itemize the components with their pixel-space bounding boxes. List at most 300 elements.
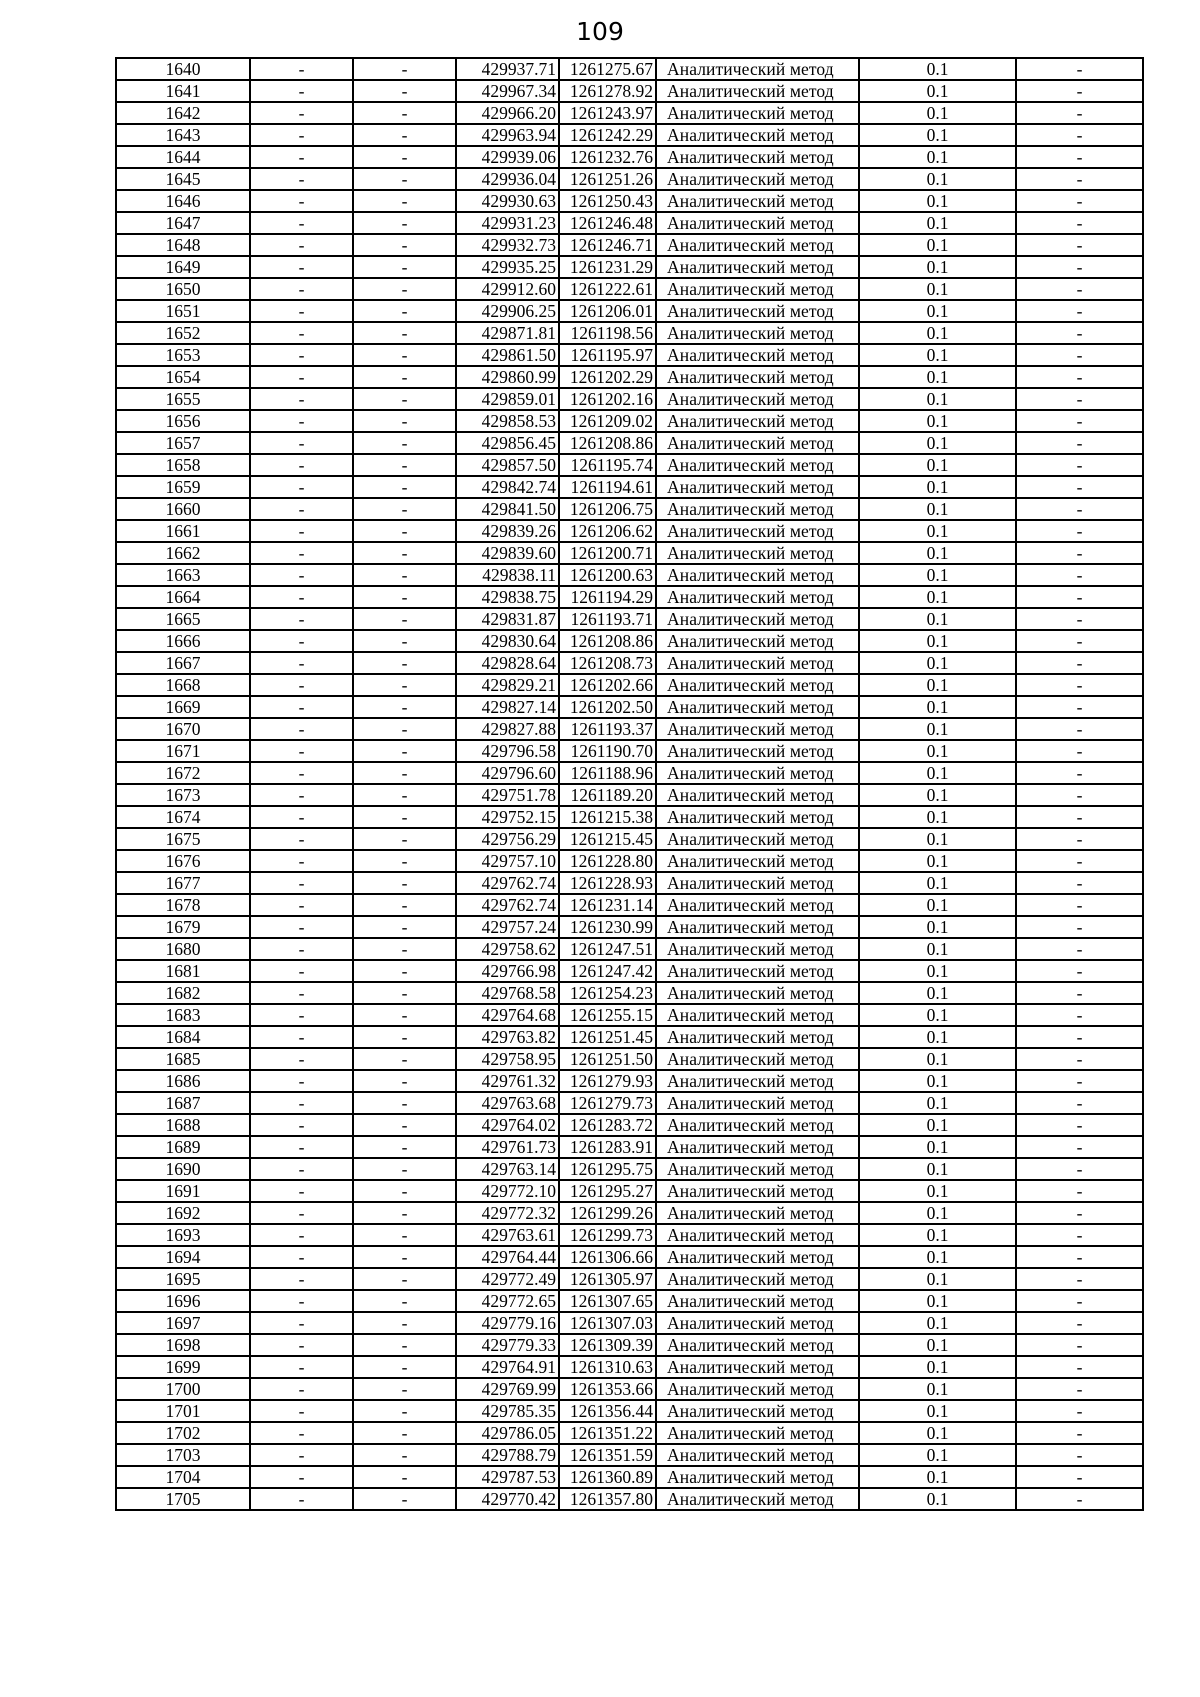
cell-col-3: - bbox=[353, 1466, 456, 1488]
cell-coord-x: 429762.74 bbox=[456, 894, 559, 916]
cell-col-3: - bbox=[353, 740, 456, 762]
cell-method: Аналитический метод bbox=[656, 1422, 859, 1444]
cell-col-8: - bbox=[1016, 696, 1143, 718]
cell-method: Аналитический метод bbox=[656, 674, 859, 696]
cell-col-8: - bbox=[1016, 212, 1143, 234]
cell-coord-x: 429828.64 bbox=[456, 652, 559, 674]
table-row bbox=[116, 850, 1143, 872]
cell-coord-y: 1261251.26 bbox=[559, 168, 656, 190]
cell-method: Аналитический метод bbox=[656, 1290, 859, 1312]
cell-coord-y: 1261189.20 bbox=[559, 784, 656, 806]
cell-coord-y: 1261351.22 bbox=[559, 1422, 656, 1444]
table-row bbox=[116, 1356, 1143, 1378]
cell-coord-x: 429757.24 bbox=[456, 916, 559, 938]
cell-coord-y: 1261255.15 bbox=[559, 1004, 656, 1026]
cell-col-3: - bbox=[353, 652, 456, 674]
cell-coord-y: 1261242.29 bbox=[559, 124, 656, 146]
cell-point-number: 1650 bbox=[116, 278, 250, 300]
cell-coord-x: 429766.98 bbox=[456, 960, 559, 982]
cell-col-3: - bbox=[353, 168, 456, 190]
cell-coord-x: 429796.60 bbox=[456, 762, 559, 784]
cell-accuracy: 0.1 bbox=[859, 1180, 1016, 1202]
cell-coord-x: 429838.11 bbox=[456, 564, 559, 586]
cell-accuracy: 0.1 bbox=[859, 872, 1016, 894]
cell-col-8: - bbox=[1016, 322, 1143, 344]
cell-method: Аналитический метод bbox=[656, 1070, 859, 1092]
cell-coord-y: 1261194.61 bbox=[559, 476, 656, 498]
cell-coord-x: 429764.68 bbox=[456, 1004, 559, 1026]
cell-col-8: - bbox=[1016, 916, 1143, 938]
cell-coord-y: 1261188.96 bbox=[559, 762, 656, 784]
cell-coord-x: 429935.25 bbox=[456, 256, 559, 278]
cell-col-2: - bbox=[250, 212, 353, 234]
cell-accuracy: 0.1 bbox=[859, 982, 1016, 1004]
table-row bbox=[116, 542, 1143, 564]
cell-method: Аналитический метод bbox=[656, 894, 859, 916]
table-row bbox=[116, 1290, 1143, 1312]
cell-coord-y: 1261250.43 bbox=[559, 190, 656, 212]
cell-coord-y: 1261206.62 bbox=[559, 520, 656, 542]
cell-col-8: - bbox=[1016, 234, 1143, 256]
cell-coord-y: 1261360.89 bbox=[559, 1466, 656, 1488]
table-row bbox=[116, 146, 1143, 168]
table-row bbox=[116, 344, 1143, 366]
cell-col-3: - bbox=[353, 586, 456, 608]
cell-point-number: 1663 bbox=[116, 564, 250, 586]
cell-accuracy: 0.1 bbox=[859, 1202, 1016, 1224]
cell-col-3: - bbox=[353, 872, 456, 894]
cell-point-number: 1666 bbox=[116, 630, 250, 652]
cell-col-2: - bbox=[250, 1488, 353, 1510]
cell-col-2: - bbox=[250, 1114, 353, 1136]
cell-point-number: 1661 bbox=[116, 520, 250, 542]
table-row bbox=[116, 564, 1143, 586]
cell-method: Аналитический метод bbox=[656, 960, 859, 982]
cell-col-2: - bbox=[250, 1026, 353, 1048]
cell-col-3: - bbox=[353, 696, 456, 718]
cell-col-2: - bbox=[250, 1312, 353, 1334]
cell-col-3: - bbox=[353, 674, 456, 696]
cell-point-number: 1660 bbox=[116, 498, 250, 520]
table-row bbox=[116, 1048, 1143, 1070]
cell-accuracy: 0.1 bbox=[859, 718, 1016, 740]
cell-accuracy: 0.1 bbox=[859, 1158, 1016, 1180]
cell-accuracy: 0.1 bbox=[859, 806, 1016, 828]
cell-method: Аналитический метод bbox=[656, 850, 859, 872]
cell-point-number: 1646 bbox=[116, 190, 250, 212]
cell-method: Аналитический метод bbox=[656, 652, 859, 674]
cell-method: Аналитический метод bbox=[656, 740, 859, 762]
cell-col-3: - bbox=[353, 938, 456, 960]
cell-point-number: 1677 bbox=[116, 872, 250, 894]
table-row bbox=[116, 1114, 1143, 1136]
cell-accuracy: 0.1 bbox=[859, 652, 1016, 674]
cell-coord-y: 1261299.26 bbox=[559, 1202, 656, 1224]
cell-col-3: - bbox=[353, 1224, 456, 1246]
cell-col-8: - bbox=[1016, 146, 1143, 168]
cell-col-8: - bbox=[1016, 850, 1143, 872]
cell-col-2: - bbox=[250, 1334, 353, 1356]
table-row bbox=[116, 1378, 1143, 1400]
cell-col-2: - bbox=[250, 762, 353, 784]
cell-col-8: - bbox=[1016, 652, 1143, 674]
cell-accuracy: 0.1 bbox=[859, 938, 1016, 960]
table-row bbox=[116, 102, 1143, 124]
cell-coord-x: 429764.02 bbox=[456, 1114, 559, 1136]
cell-coord-y: 1261228.93 bbox=[559, 872, 656, 894]
cell-accuracy: 0.1 bbox=[859, 674, 1016, 696]
cell-col-2: - bbox=[250, 916, 353, 938]
table-body bbox=[116, 58, 1143, 1510]
cell-col-3: - bbox=[353, 1356, 456, 1378]
cell-point-number: 1662 bbox=[116, 542, 250, 564]
cell-accuracy: 0.1 bbox=[859, 1400, 1016, 1422]
cell-coord-x: 429763.14 bbox=[456, 1158, 559, 1180]
cell-coord-x: 429857.50 bbox=[456, 454, 559, 476]
table-row bbox=[116, 1334, 1143, 1356]
cell-point-number: 1649 bbox=[116, 256, 250, 278]
table-row bbox=[116, 278, 1143, 300]
cell-col-3: - bbox=[353, 124, 456, 146]
cell-accuracy: 0.1 bbox=[859, 1114, 1016, 1136]
cell-col-8: - bbox=[1016, 542, 1143, 564]
cell-col-8: - bbox=[1016, 454, 1143, 476]
cell-point-number: 1684 bbox=[116, 1026, 250, 1048]
cell-col-8: - bbox=[1016, 58, 1143, 80]
cell-col-3: - bbox=[353, 476, 456, 498]
cell-method: Аналитический метод bbox=[656, 454, 859, 476]
cell-col-2: - bbox=[250, 1444, 353, 1466]
cell-col-8: - bbox=[1016, 520, 1143, 542]
cell-col-2: - bbox=[250, 1180, 353, 1202]
cell-accuracy: 0.1 bbox=[859, 916, 1016, 938]
cell-col-8: - bbox=[1016, 80, 1143, 102]
cell-coord-x: 429772.10 bbox=[456, 1180, 559, 1202]
cell-coord-y: 1261254.23 bbox=[559, 982, 656, 1004]
cell-col-8: - bbox=[1016, 256, 1143, 278]
cell-method: Аналитический метод bbox=[656, 938, 859, 960]
cell-col-3: - bbox=[353, 102, 456, 124]
cell-coord-y: 1261295.27 bbox=[559, 1180, 656, 1202]
cell-point-number: 1642 bbox=[116, 102, 250, 124]
cell-col-2: - bbox=[250, 542, 353, 564]
cell-col-2: - bbox=[250, 652, 353, 674]
cell-accuracy: 0.1 bbox=[859, 1334, 1016, 1356]
cell-coord-x: 429796.58 bbox=[456, 740, 559, 762]
cell-col-2: - bbox=[250, 344, 353, 366]
cell-method: Аналитический метод bbox=[656, 1466, 859, 1488]
cell-accuracy: 0.1 bbox=[859, 1224, 1016, 1246]
cell-accuracy: 0.1 bbox=[859, 586, 1016, 608]
cell-coord-y: 1261202.66 bbox=[559, 674, 656, 696]
cell-method: Аналитический метод bbox=[656, 432, 859, 454]
cell-point-number: 1685 bbox=[116, 1048, 250, 1070]
cell-coord-y: 1261202.29 bbox=[559, 366, 656, 388]
cell-point-number: 1702 bbox=[116, 1422, 250, 1444]
cell-coord-x: 429906.25 bbox=[456, 300, 559, 322]
cell-col-2: - bbox=[250, 696, 353, 718]
cell-point-number: 1659 bbox=[116, 476, 250, 498]
cell-accuracy: 0.1 bbox=[859, 102, 1016, 124]
cell-accuracy: 0.1 bbox=[859, 124, 1016, 146]
table-row bbox=[116, 476, 1143, 498]
cell-accuracy: 0.1 bbox=[859, 454, 1016, 476]
cell-col-8: - bbox=[1016, 982, 1143, 1004]
cell-col-3: - bbox=[353, 1048, 456, 1070]
cell-col-2: - bbox=[250, 256, 353, 278]
cell-col-8: - bbox=[1016, 718, 1143, 740]
cell-col-8: - bbox=[1016, 1004, 1143, 1026]
cell-point-number: 1690 bbox=[116, 1158, 250, 1180]
cell-coord-y: 1261356.44 bbox=[559, 1400, 656, 1422]
cell-col-2: - bbox=[250, 1092, 353, 1114]
cell-col-8: - bbox=[1016, 124, 1143, 146]
cell-col-3: - bbox=[353, 1290, 456, 1312]
cell-col-8: - bbox=[1016, 476, 1143, 498]
cell-method: Аналитический метод bbox=[656, 344, 859, 366]
table-row bbox=[116, 1158, 1143, 1180]
table-row bbox=[116, 410, 1143, 432]
cell-col-2: - bbox=[250, 1400, 353, 1422]
cell-col-2: - bbox=[250, 168, 353, 190]
cell-col-3: - bbox=[353, 278, 456, 300]
cell-point-number: 1647 bbox=[116, 212, 250, 234]
cell-coord-x: 429752.15 bbox=[456, 806, 559, 828]
cell-coord-x: 429768.58 bbox=[456, 982, 559, 1004]
cell-col-2: - bbox=[250, 938, 353, 960]
cell-coord-y: 1261208.86 bbox=[559, 630, 656, 652]
cell-col-8: - bbox=[1016, 828, 1143, 850]
cell-coord-y: 1261209.02 bbox=[559, 410, 656, 432]
cell-col-8: - bbox=[1016, 784, 1143, 806]
cell-method: Аналитический метод bbox=[656, 1312, 859, 1334]
cell-col-8: - bbox=[1016, 300, 1143, 322]
cell-coord-y: 1261228.80 bbox=[559, 850, 656, 872]
table-row bbox=[116, 80, 1143, 102]
cell-method: Аналитический метод bbox=[656, 322, 859, 344]
cell-coord-y: 1261193.71 bbox=[559, 608, 656, 630]
cell-method: Аналитический метод bbox=[656, 872, 859, 894]
cell-coord-y: 1261208.86 bbox=[559, 432, 656, 454]
cell-coord-x: 429830.64 bbox=[456, 630, 559, 652]
cell-method: Аналитический метод bbox=[656, 278, 859, 300]
cell-col-2: - bbox=[250, 850, 353, 872]
cell-method: Аналитический метод bbox=[656, 1268, 859, 1290]
cell-col-3: - bbox=[353, 1070, 456, 1092]
cell-col-8: - bbox=[1016, 102, 1143, 124]
cell-coord-y: 1261357.80 bbox=[559, 1488, 656, 1510]
cell-col-3: - bbox=[353, 1488, 456, 1510]
cell-point-number: 1682 bbox=[116, 982, 250, 1004]
cell-method: Аналитический метод bbox=[656, 388, 859, 410]
cell-coord-x: 429936.04 bbox=[456, 168, 559, 190]
cell-col-8: - bbox=[1016, 740, 1143, 762]
table-row bbox=[116, 124, 1143, 146]
cell-coord-x: 429788.79 bbox=[456, 1444, 559, 1466]
cell-point-number: 1645 bbox=[116, 168, 250, 190]
cell-col-2: - bbox=[250, 476, 353, 498]
cell-accuracy: 0.1 bbox=[859, 784, 1016, 806]
cell-col-2: - bbox=[250, 1268, 353, 1290]
cell-col-8: - bbox=[1016, 1356, 1143, 1378]
cell-accuracy: 0.1 bbox=[859, 322, 1016, 344]
cell-col-8: - bbox=[1016, 366, 1143, 388]
cell-coord-y: 1261283.91 bbox=[559, 1136, 656, 1158]
cell-method: Аналитический метод bbox=[656, 1092, 859, 1114]
table-row bbox=[116, 1488, 1143, 1510]
cell-col-3: - bbox=[353, 1312, 456, 1334]
cell-col-2: - bbox=[250, 432, 353, 454]
cell-col-2: - bbox=[250, 322, 353, 344]
cell-point-number: 1703 bbox=[116, 1444, 250, 1466]
cell-col-3: - bbox=[353, 1422, 456, 1444]
cell-method: Аналитический метод bbox=[656, 476, 859, 498]
cell-accuracy: 0.1 bbox=[859, 1444, 1016, 1466]
cell-coord-y: 1261279.73 bbox=[559, 1092, 656, 1114]
cell-point-number: 1667 bbox=[116, 652, 250, 674]
table-row bbox=[116, 58, 1143, 80]
cell-coord-y: 1261195.74 bbox=[559, 454, 656, 476]
cell-coord-y: 1261310.63 bbox=[559, 1356, 656, 1378]
cell-accuracy: 0.1 bbox=[859, 1290, 1016, 1312]
cell-method: Аналитический метод bbox=[656, 718, 859, 740]
cell-coord-x: 429859.01 bbox=[456, 388, 559, 410]
cell-method: Аналитический метод bbox=[656, 190, 859, 212]
cell-coord-x: 429758.62 bbox=[456, 938, 559, 960]
cell-coord-y: 1261307.65 bbox=[559, 1290, 656, 1312]
table-row bbox=[116, 1466, 1143, 1488]
cell-method: Аналитический метод bbox=[656, 1378, 859, 1400]
cell-point-number: 1656 bbox=[116, 410, 250, 432]
cell-accuracy: 0.1 bbox=[859, 850, 1016, 872]
cell-col-3: - bbox=[353, 762, 456, 784]
cell-coord-x: 429861.50 bbox=[456, 344, 559, 366]
cell-point-number: 1704 bbox=[116, 1466, 250, 1488]
cell-col-8: - bbox=[1016, 1026, 1143, 1048]
cell-method: Аналитический метод bbox=[656, 1246, 859, 1268]
cell-point-number: 1653 bbox=[116, 344, 250, 366]
cell-coord-x: 429839.60 bbox=[456, 542, 559, 564]
cell-coord-y: 1261306.66 bbox=[559, 1246, 656, 1268]
cell-method: Аналитический метод bbox=[656, 256, 859, 278]
cell-coord-y: 1261351.59 bbox=[559, 1444, 656, 1466]
cell-accuracy: 0.1 bbox=[859, 1092, 1016, 1114]
cell-col-8: - bbox=[1016, 762, 1143, 784]
cell-method: Аналитический метод bbox=[656, 212, 859, 234]
table-row bbox=[116, 432, 1143, 454]
cell-col-8: - bbox=[1016, 432, 1143, 454]
cell-coord-x: 429932.73 bbox=[456, 234, 559, 256]
cell-method: Аналитический метод bbox=[656, 1048, 859, 1070]
cell-coord-x: 429772.65 bbox=[456, 1290, 559, 1312]
cell-coord-x: 429871.81 bbox=[456, 322, 559, 344]
cell-point-number: 1679 bbox=[116, 916, 250, 938]
cell-accuracy: 0.1 bbox=[859, 234, 1016, 256]
cell-col-3: - bbox=[353, 960, 456, 982]
cell-point-number: 1648 bbox=[116, 234, 250, 256]
cell-col-2: - bbox=[250, 102, 353, 124]
cell-coord-y: 1261307.03 bbox=[559, 1312, 656, 1334]
table-row bbox=[116, 916, 1143, 938]
cell-coord-y: 1261230.99 bbox=[559, 916, 656, 938]
cell-point-number: 1683 bbox=[116, 1004, 250, 1026]
cell-coord-y: 1261215.38 bbox=[559, 806, 656, 828]
cell-coord-y: 1261299.73 bbox=[559, 1224, 656, 1246]
cell-col-3: - bbox=[353, 234, 456, 256]
cell-point-number: 1670 bbox=[116, 718, 250, 740]
cell-col-3: - bbox=[353, 608, 456, 630]
cell-col-2: - bbox=[250, 388, 353, 410]
cell-coord-y: 1261246.71 bbox=[559, 234, 656, 256]
cell-accuracy: 0.1 bbox=[859, 212, 1016, 234]
cell-point-number: 1675 bbox=[116, 828, 250, 850]
cell-col-2: - bbox=[250, 498, 353, 520]
cell-coord-y: 1261208.73 bbox=[559, 652, 656, 674]
cell-method: Аналитический метод bbox=[656, 366, 859, 388]
cell-method: Аналитический метод bbox=[656, 784, 859, 806]
cell-col-2: - bbox=[250, 1136, 353, 1158]
cell-method: Аналитический метод bbox=[656, 542, 859, 564]
cell-accuracy: 0.1 bbox=[859, 1004, 1016, 1026]
cell-point-number: 1695 bbox=[116, 1268, 250, 1290]
cell-method: Аналитический метод bbox=[656, 630, 859, 652]
cell-col-8: - bbox=[1016, 894, 1143, 916]
cell-coord-y: 1261202.50 bbox=[559, 696, 656, 718]
table-row bbox=[116, 960, 1143, 982]
cell-col-3: - bbox=[353, 564, 456, 586]
cell-col-2: - bbox=[250, 1202, 353, 1224]
cell-coord-y: 1261246.48 bbox=[559, 212, 656, 234]
cell-method: Аналитический метод bbox=[656, 1114, 859, 1136]
cell-coord-x: 429963.94 bbox=[456, 124, 559, 146]
cell-coord-y: 1261198.56 bbox=[559, 322, 656, 344]
cell-col-8: - bbox=[1016, 806, 1143, 828]
cell-col-2: - bbox=[250, 124, 353, 146]
table-row bbox=[116, 894, 1143, 916]
cell-accuracy: 0.1 bbox=[859, 366, 1016, 388]
cell-point-number: 1700 bbox=[116, 1378, 250, 1400]
table-row bbox=[116, 1268, 1143, 1290]
cell-col-8: - bbox=[1016, 1092, 1143, 1114]
cell-method: Аналитический метод bbox=[656, 982, 859, 1004]
cell-accuracy: 0.1 bbox=[859, 1026, 1016, 1048]
cell-method: Аналитический метод bbox=[656, 300, 859, 322]
cell-point-number: 1689 bbox=[116, 1136, 250, 1158]
cell-point-number: 1671 bbox=[116, 740, 250, 762]
cell-coord-x: 429786.05 bbox=[456, 1422, 559, 1444]
cell-accuracy: 0.1 bbox=[859, 1312, 1016, 1334]
cell-coord-x: 429772.32 bbox=[456, 1202, 559, 1224]
table-row bbox=[116, 300, 1143, 322]
cell-col-3: - bbox=[353, 828, 456, 850]
cell-coord-x: 429930.63 bbox=[456, 190, 559, 212]
cell-method: Аналитический метод bbox=[656, 1334, 859, 1356]
cell-coord-x: 429779.16 bbox=[456, 1312, 559, 1334]
cell-col-3: - bbox=[353, 1400, 456, 1422]
cell-point-number: 1694 bbox=[116, 1246, 250, 1268]
cell-col-3: - bbox=[353, 916, 456, 938]
cell-coord-y: 1261232.76 bbox=[559, 146, 656, 168]
table-row bbox=[116, 1312, 1143, 1334]
cell-col-2: - bbox=[250, 960, 353, 982]
cell-col-8: - bbox=[1016, 1224, 1143, 1246]
cell-col-8: - bbox=[1016, 872, 1143, 894]
cell-col-2: - bbox=[250, 520, 353, 542]
cell-col-3: - bbox=[353, 806, 456, 828]
cell-method: Аналитический метод bbox=[656, 1224, 859, 1246]
cell-col-3: - bbox=[353, 784, 456, 806]
cell-coord-x: 429762.74 bbox=[456, 872, 559, 894]
